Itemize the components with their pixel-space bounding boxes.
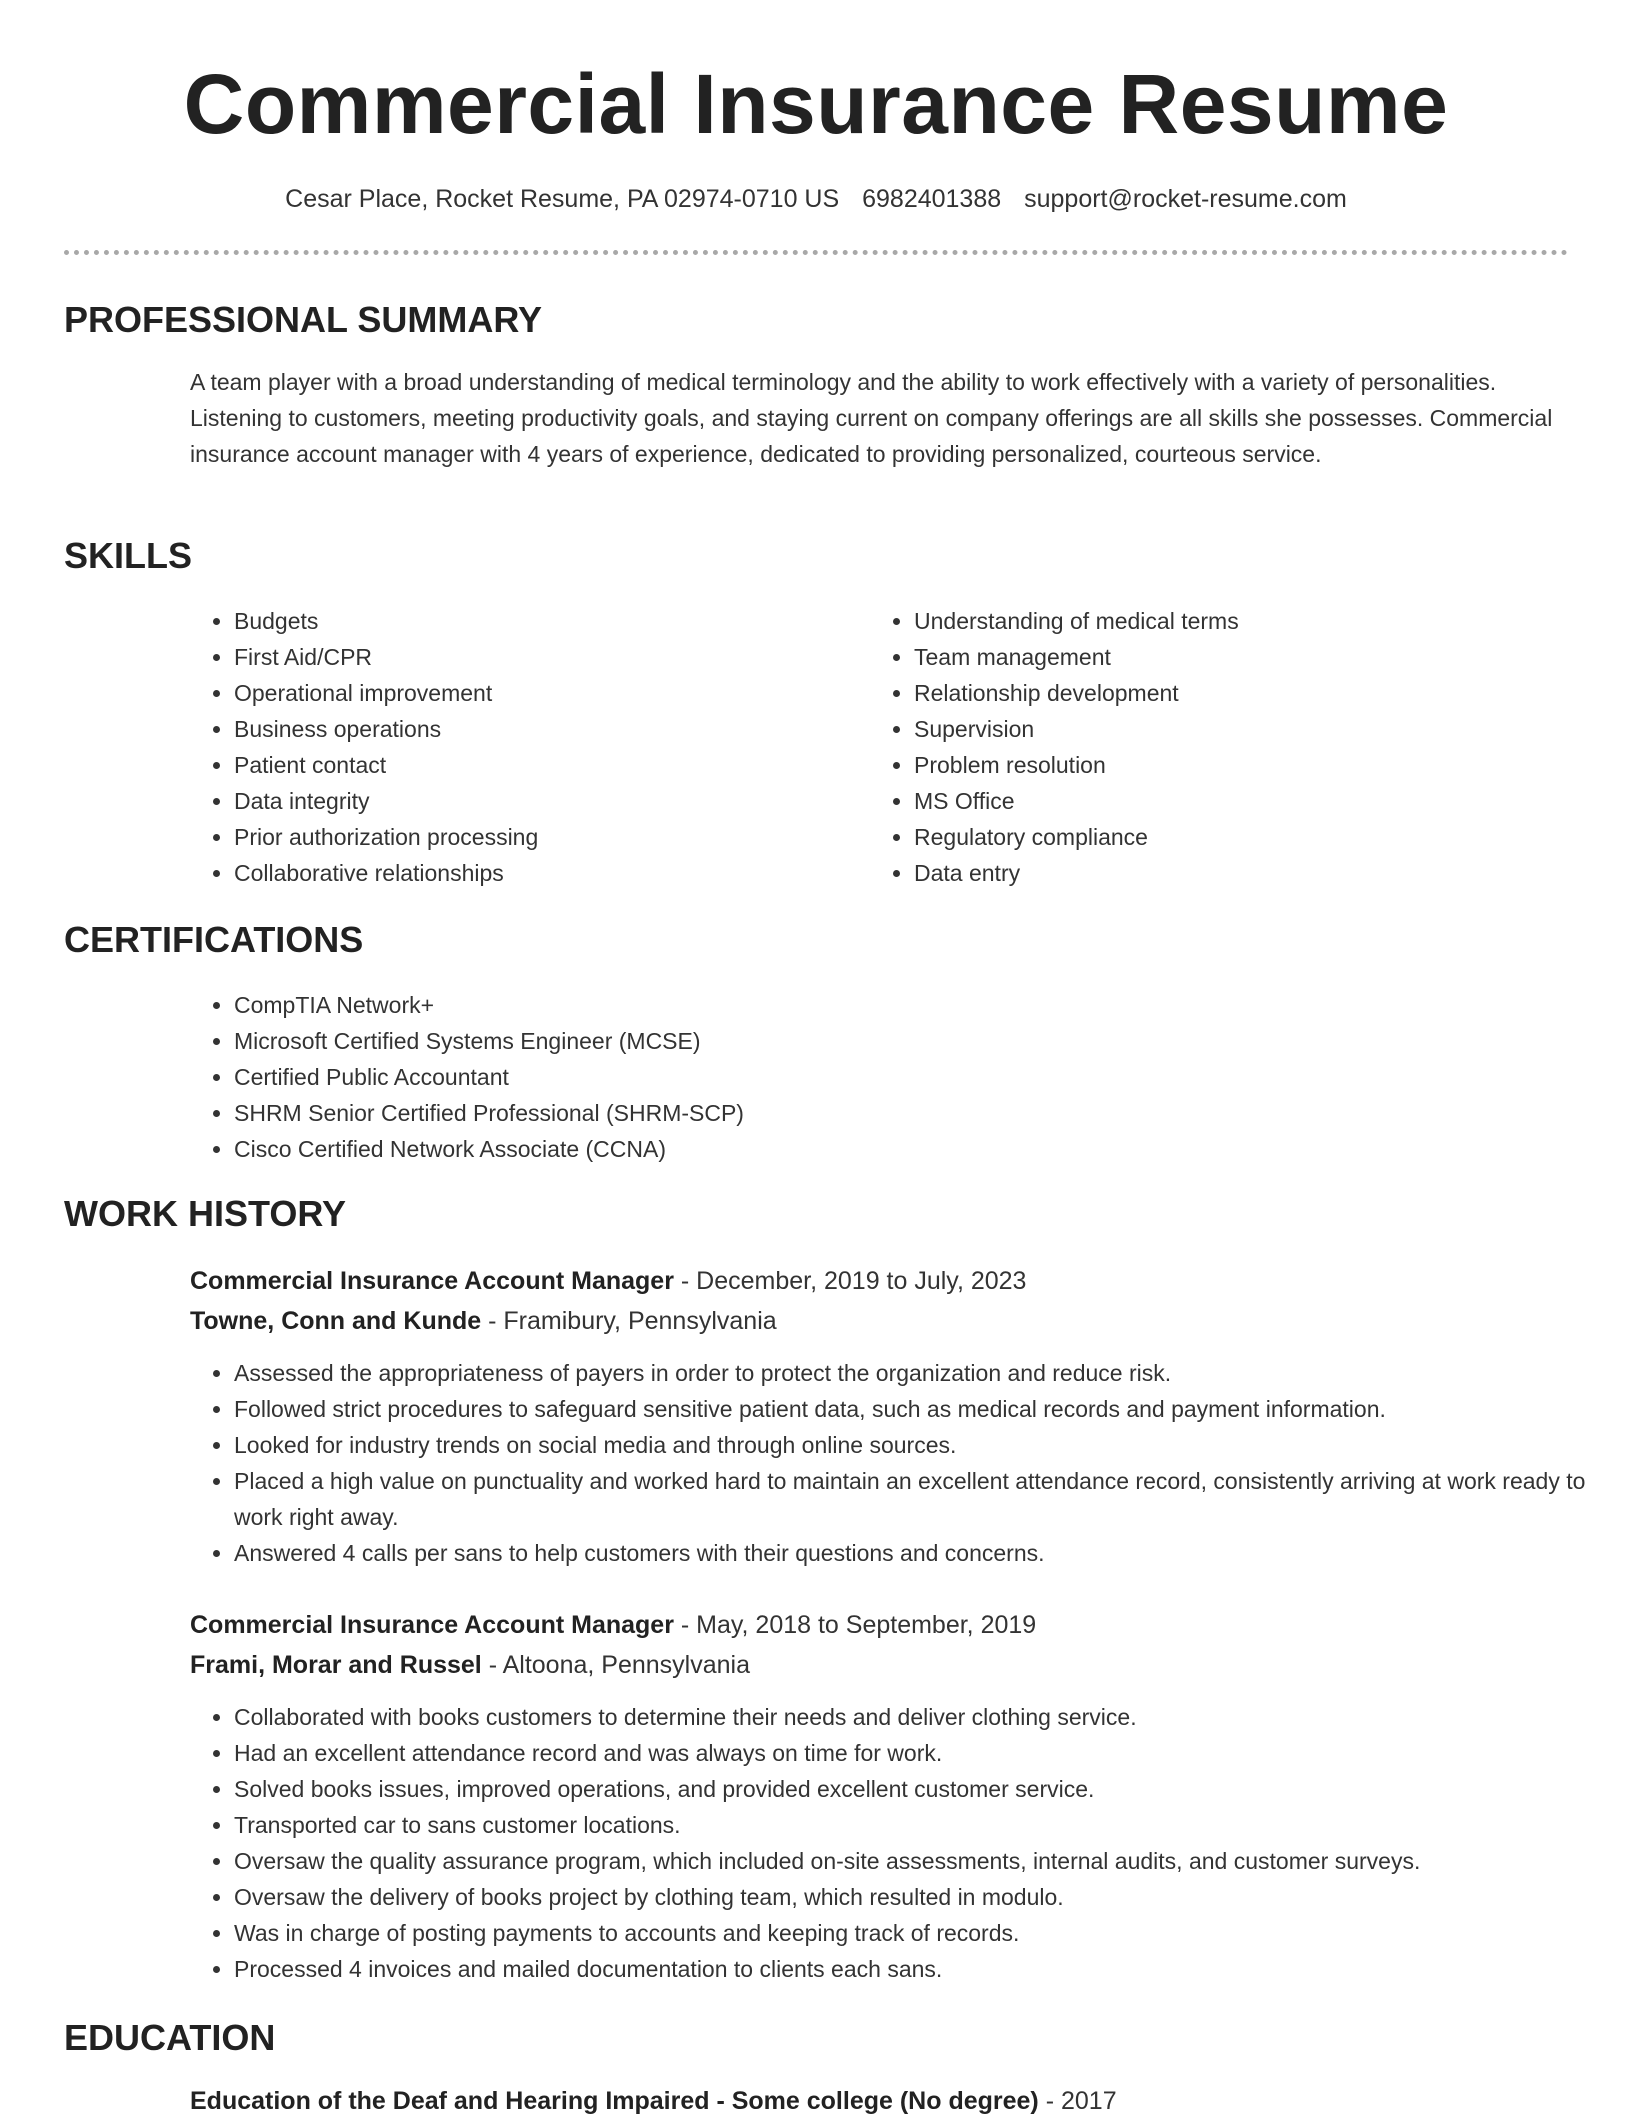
resume-title: Commercial Insurance Resume bbox=[183, 57, 1449, 151]
list-item: • Cisco Certified Network Associate (CCNA) bbox=[234, 1131, 1534, 1167]
job-title: Commercial Insurance Account Manager bbox=[190, 1611, 674, 1639]
job-2-company-line bbox=[190, 1645, 750, 1685]
job-dates: - May, 2018 to September, 2019 bbox=[673, 1611, 1037, 1639]
list-item: • Followed strict procedures to safeguard sensitive patient data, such as medical records and payment information. bbox=[234, 1391, 1632, 1427]
list-item: • Regulatory compliance bbox=[914, 819, 1514, 855]
job-1-company-line bbox=[190, 1301, 777, 1341]
list-item: • Collaborated with books customers to determine their needs and deliver clothing service. bbox=[234, 1699, 1632, 1735]
list-item: • Looked for industry trends on social media and through online sources. bbox=[234, 1427, 1632, 1463]
list-item: • Relationship development bbox=[914, 675, 1514, 711]
list-item: • Business operations bbox=[234, 711, 824, 747]
list-item: • Understanding of medical terms bbox=[914, 603, 1514, 639]
header-divider bbox=[64, 250, 1568, 255]
job-company: Frami, Morar and Russel bbox=[190, 1651, 482, 1679]
education-year: - 2017 bbox=[1038, 2087, 1117, 2115]
list-item: • First Aid/CPR bbox=[234, 639, 824, 675]
job-1-title-line bbox=[190, 1261, 1026, 1301]
list-item: • Placed a high value on punctuality and worked hard to maintain an excellent attendance record, consistently arriving at work ready to work right away. bbox=[234, 1463, 1632, 1535]
list-item: • Operational improvement bbox=[234, 675, 824, 711]
certifications-list bbox=[190, 987, 1534, 1167]
list-item: • Microsoft Certified Systems Engineer (MCSE) bbox=[234, 1023, 1534, 1059]
list-item: • Had an excellent attendance record and was always on time for work. bbox=[234, 1735, 1632, 1771]
contact-email: support@rocket-resume.com bbox=[1024, 185, 1347, 213]
list-item: • Processed 4 invoices and mailed documentation to clients each sans. bbox=[234, 1951, 1632, 1987]
work-history-heading: WORK HISTORY bbox=[64, 1193, 347, 1234]
list-item: • Team management bbox=[914, 639, 1514, 675]
list-item: • CompTIA Network+ bbox=[234, 987, 1534, 1023]
list-item: • Transported car to sans customer locations. bbox=[234, 1807, 1632, 1843]
list-item: • Assessed the appropriateness of payers in order to protect the organization and reduce risk. bbox=[234, 1355, 1632, 1391]
skills-list-left bbox=[190, 603, 824, 891]
education-line bbox=[190, 2081, 1117, 2121]
list-item: • Budgets bbox=[234, 603, 824, 639]
list-item: • Data entry bbox=[914, 855, 1514, 891]
contact-phone: 6982401388 bbox=[862, 185, 1002, 213]
list-item: • SHRM Senior Certified Professional (SHRM-SCP) bbox=[234, 1095, 1534, 1131]
list-item: • Solved books issues, improved operations, and provided excellent customer service. bbox=[234, 1771, 1632, 1807]
job-dates: - December, 2019 to July, 2023 bbox=[673, 1267, 1027, 1295]
list-item: • Collaborative relationships bbox=[234, 855, 824, 891]
list-item: • Prior authorization processing bbox=[234, 819, 824, 855]
job-title: Commercial Insurance Account Manager bbox=[190, 1267, 674, 1295]
job-2-title-line bbox=[190, 1605, 1036, 1645]
list-item: • Patient contact bbox=[234, 747, 824, 783]
list-item: • Data integrity bbox=[234, 783, 824, 819]
job-location: - Altoona, Pennsylvania bbox=[481, 1651, 750, 1679]
summary-text: A team player with a broad understanding of medical terminology and the ability to work effectively with a variety of personalities. Listening to customers, meeting productivity goals, and staying current on company offerings are all skills she possesses. Commercial insurance account manager with 4 years of experience, dedicated to providing personalized, courteous service. bbox=[190, 369, 1553, 467]
list-item: • Certified Public Accountant bbox=[234, 1059, 1534, 1095]
education-heading: EDUCATION bbox=[64, 2017, 276, 2058]
skills-list-right bbox=[870, 603, 1514, 891]
list-item: • Problem resolution bbox=[914, 747, 1514, 783]
summary-heading: PROFESSIONAL SUMMARY bbox=[64, 299, 543, 340]
job-location: - Framibury, Pennsylvania bbox=[481, 1307, 777, 1335]
list-item: • Supervision bbox=[914, 711, 1514, 747]
list-item: • Was in charge of posting payments to accounts and keeping track of records. bbox=[234, 1915, 1632, 1951]
education-degree: Education of the Deaf and Hearing Impaired - Some college (No degree) bbox=[190, 2087, 1039, 2115]
list-item: • MS Office bbox=[914, 783, 1514, 819]
contact-line bbox=[64, 178, 1568, 220]
job-2-bullets bbox=[190, 1699, 1632, 1987]
skills-heading: SKILLS bbox=[64, 535, 193, 576]
job-1-bullets bbox=[190, 1355, 1632, 1571]
job-company: Towne, Conn and Kunde bbox=[190, 1307, 482, 1335]
list-item: • Answered 4 calls per sans to help customers with their questions and concerns. bbox=[234, 1535, 1632, 1571]
contact-address: Cesar Place, Rocket Resume, PA 02974-0710 US bbox=[285, 185, 840, 213]
certifications-heading: CERTIFICATIONS bbox=[64, 919, 364, 960]
list-item: • Oversaw the quality assurance program, which included on-site assessments, internal audits, and customer surveys. bbox=[234, 1843, 1632, 1879]
list-item: • Oversaw the delivery of books project by clothing team, which resulted in modulo. bbox=[234, 1879, 1632, 1915]
